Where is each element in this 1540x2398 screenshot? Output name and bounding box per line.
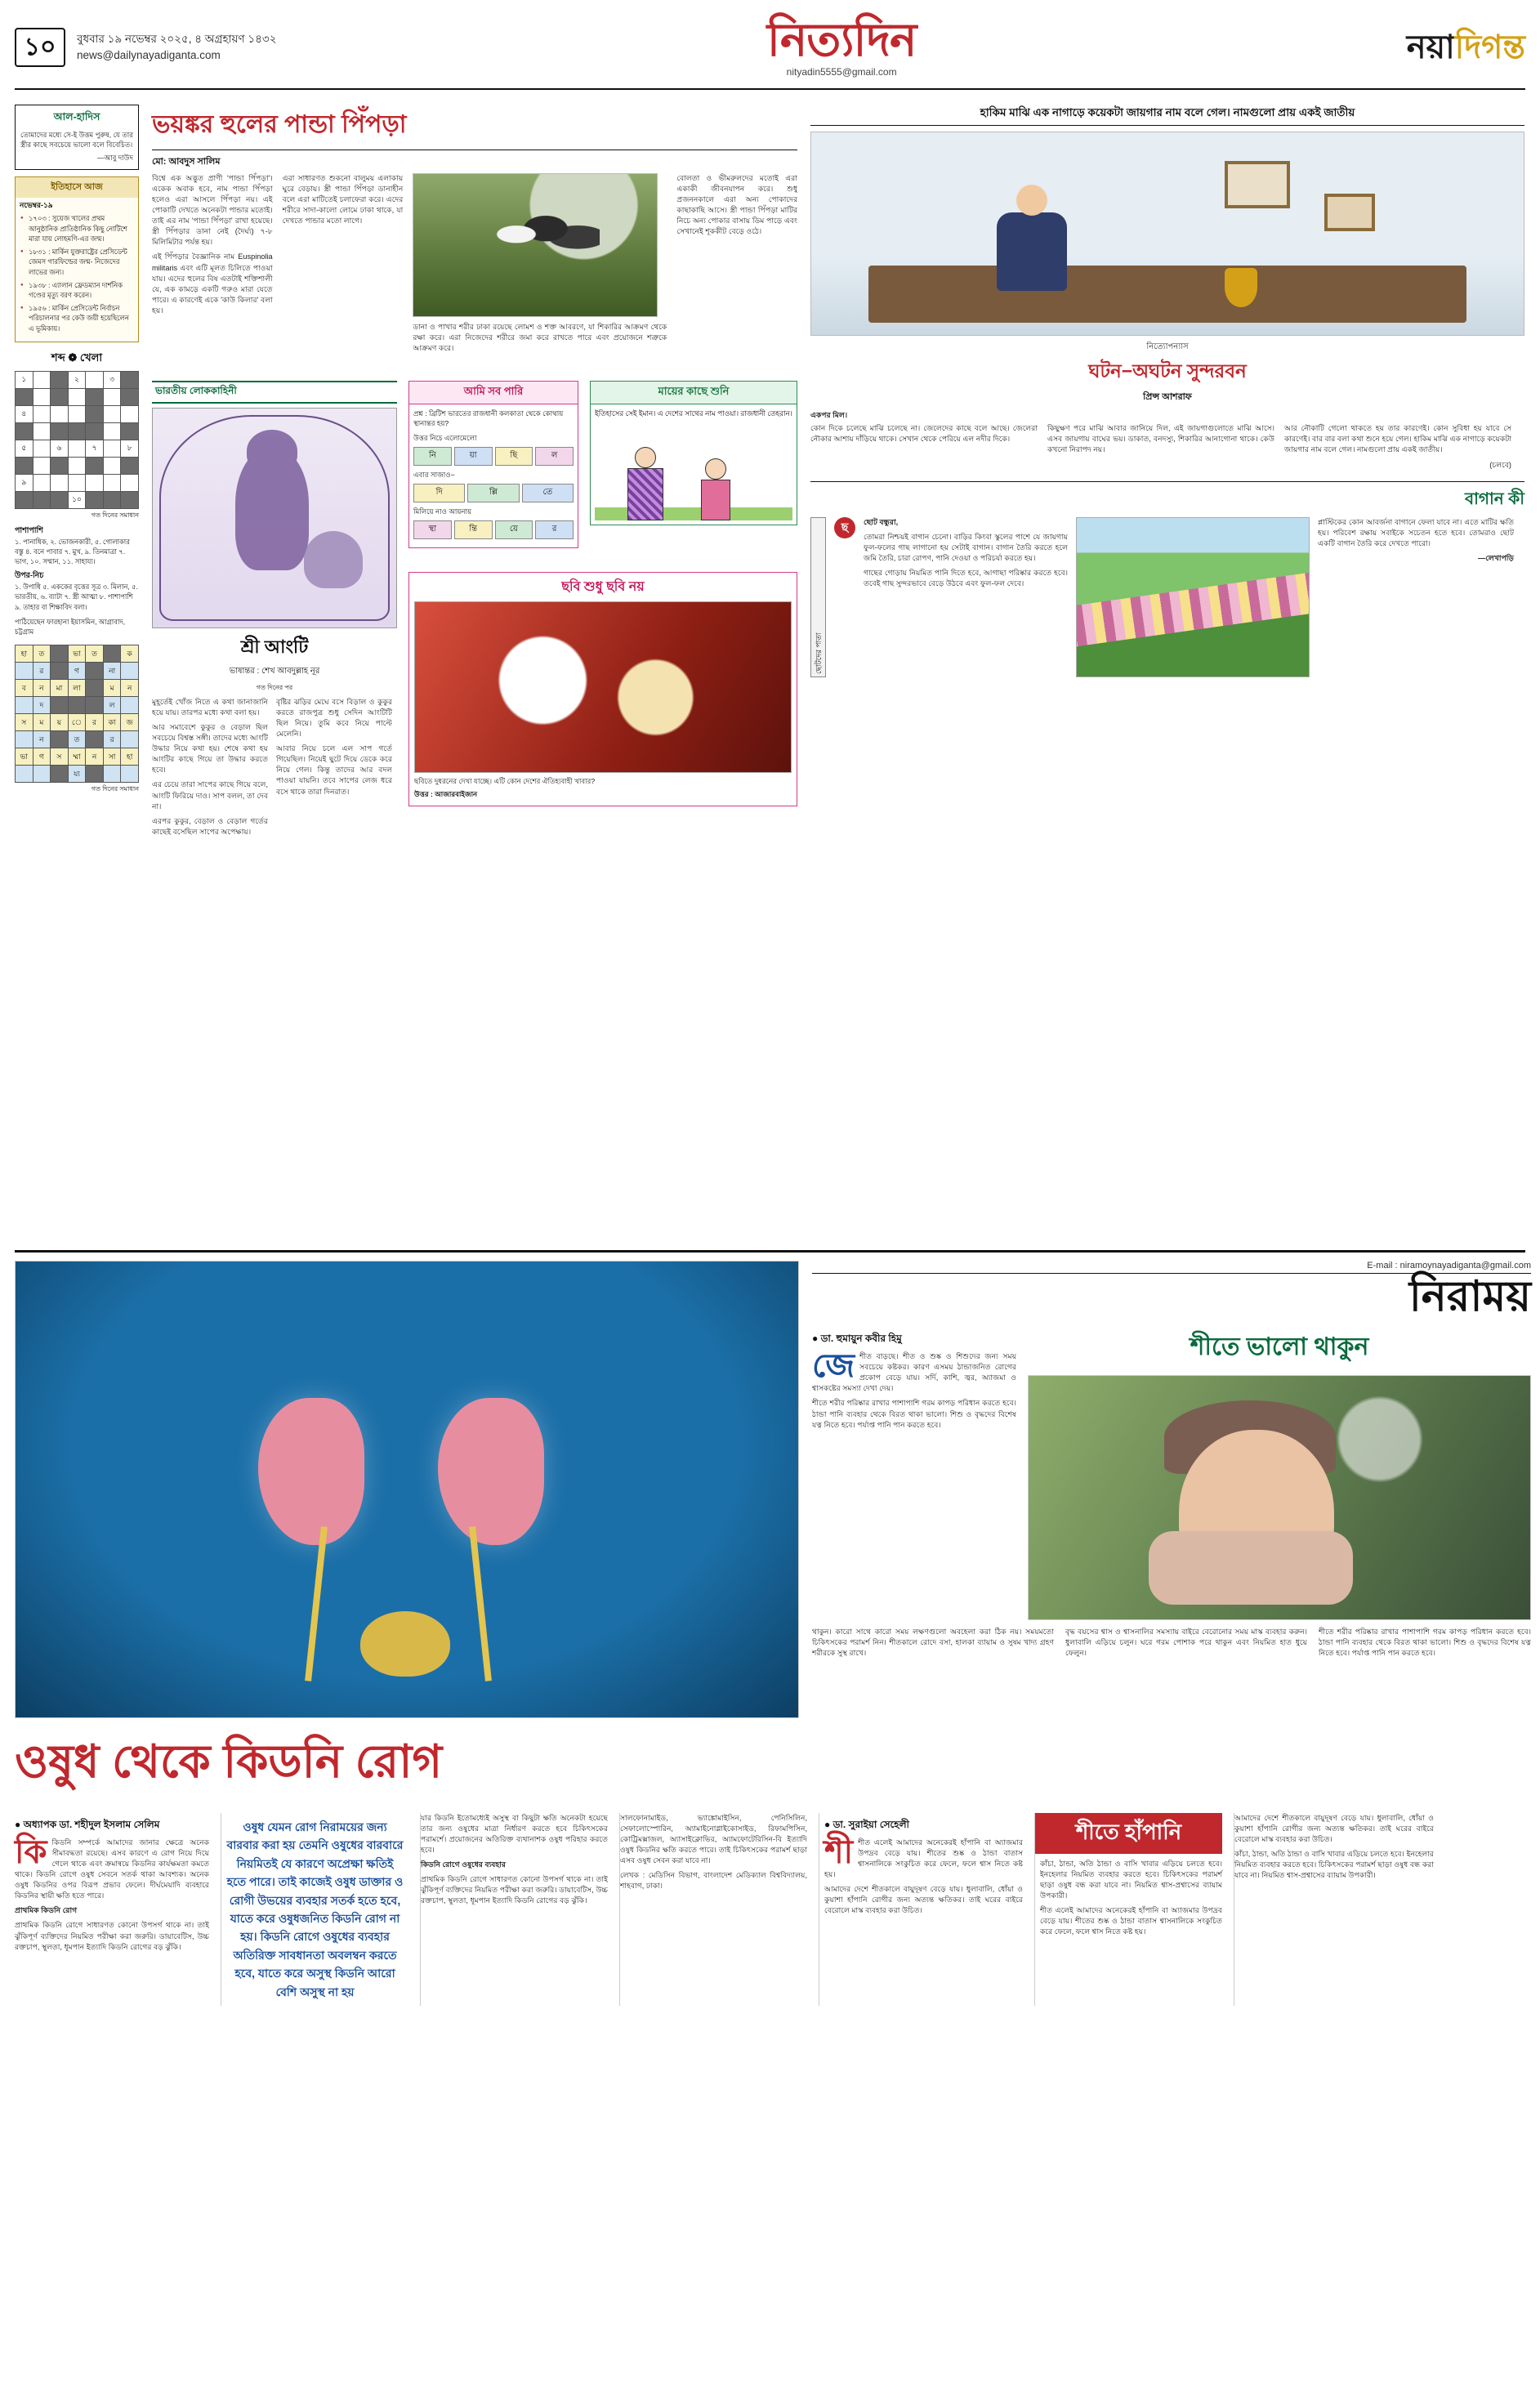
quiz-hint: উত্তর নিচে এলোমেলো — [413, 433, 477, 442]
kidney-article-author: ● অধ্যাপক ডা. শহীদুল ইসলাম সেলিম — [15, 1819, 160, 1830]
winter-dropcap: জে — [812, 1348, 855, 1385]
asthma-paragraph: শীত এলেই আমাদের অনেকেরই হাঁপানি বা অ্যাজমার উপদ্রব বেড়ে যায়। শীতের শুষ্ক ও ঠান্ডা বাতাস শ্বাসনালিকে সংকুচিত করে ফেলে, ফলে শ্বাস নিতে কষ্ট হয়। — [1040, 1906, 1222, 1936]
garden-photo — [1076, 517, 1310, 677]
folk-tale-section — [152, 381, 397, 842]
food-photo — [414, 601, 792, 773]
kidney-subhead: প্রাথমিক কিডনি রোগ — [15, 1906, 78, 1915]
right-ureter — [469, 1526, 492, 1681]
photo-quiz-answer: উত্তর : আজারবাইজান — [414, 790, 478, 799]
photo-quiz-title: ছবি শুধু ছবি নয় — [561, 580, 645, 594]
left-rail — [15, 105, 139, 798]
quiz-tiles-row-1[interactable] — [413, 447, 574, 466]
panda-ant-photo — [413, 173, 658, 317]
kidney-paragraph: প্রাথমিক কিডনি রোগে সাধারণত কোনো উপসর্গ থাকে না। তাই ঝুঁকিপূর্ণ ব্যক্তিদের নিয়মিত পরীক্ষা করা জরুরি। ডায়াবেটিস, উচ্চ রক্তচাপ, স্থূলতা, ধূমপান ইত্যাদি কিডনি রোগের বড় ঝুঁকি। — [421, 1875, 608, 1905]
wall-picture-frame-1 — [1225, 161, 1290, 208]
history-item: ● ১৯৫৬ : মার্কিন প্রেসিডেন্ট নির্বাচন পরিচালনার পর কেউ জয়ী হয়েছিলেন এ ভূমিকায়। — [20, 303, 133, 334]
mothers-story-title: মায়ের কাছে শুনি — [591, 382, 797, 404]
quiz-tile[interactable]: ল — [535, 447, 574, 466]
ant-paragraph: বোলতা ও ভীমরুলদের মতোই এরা একাকী জীবনযাপন করে। শুধু প্রজননকালে এরা অন্য পোকাদের কাছাকাছি আসে। স্ত্রী পান্ডা পিঁপড়া মাটির নিচে অন্য পোকার বাসায় ডিম পাড়ে এবং সেখানেই শূককীট বেড়ে ওঠে। — [676, 174, 798, 236]
winter-paragraph: থাকুন। কারো সাথে কারো সময় লক্ষণগুলো অবহেলা করা ঠিক নয়। সময়মতো চিকিৎসকের পরামর্শ নিন। শীতকালে রোদে বসা, হালকা ব্যায়াম ও সুষম খাদ্য গ্রহণ শরীরকে সুস্থ রাখে। — [812, 1628, 1054, 1658]
asthma-paragraph: শীত এলেই আমাদের অনেকেরই হাঁপানি বা অ্যাজমার উপদ্রব বেড়ে যায়। শীতের শুষ্ক ও ঠান্ডা বাতাস শ্বাসনালিকে সংকুচিত করে ফেলে, ফলে শ্বাস নিতে কষ্ট হয়। — [824, 1838, 1023, 1879]
hakim-quote-headline: হাকিম মাঝি এক নাগাড়ে কয়েকটা জায়গার নাম বলে গেল। নামগুলো প্রায় একই জাতীয় — [810, 105, 1524, 126]
cat-and-dog-illustration — [152, 408, 397, 628]
winter-paragraph: শীতে শরীর পরিষ্কার রাখার পাশাপাশি গরম কাপড় পরিধান করতে হবে। ঠান্ডা পানি ব্যবহার থেকে বিরত থাকা ভালো। শিশু ও বৃদ্ধদের বিশেষ যত্ন নিতে হবে। পর্যাপ্ত পানি পান করতে হবে। — [812, 1399, 1016, 1429]
ant-paragraph: এই পিঁপড়ার বৈজ্ঞানিক নাম Euspinolia militaris এবং এটি মূলত চিলিতে পাওয়া যায়। এদের হুলের বিষ এতটাই শক্তিশালী যে, এক কামড়ে একটি গরুও মারা যেতে পারে। এ কারণেই একে 'কাউ কিলার' বলা হয়। — [152, 252, 273, 315]
kidney-subhead: কিডনি রোগে ওষুধের ব্যবহার — [421, 1860, 506, 1869]
winter-article-headline: শীতে ভালো থাকুন — [1190, 1333, 1369, 1361]
child-figure-1 — [627, 447, 663, 520]
asthma-article-author: ● ডা. সুরাইয়া সেহেলী — [824, 1819, 909, 1830]
woman-with-tissue-photo — [1028, 1375, 1531, 1620]
niramoy-health-section — [15, 1250, 1531, 2006]
history-item: ● ১৭০৩ : সুয়েজ খালের প্রথম আনুষ্ঠানিক প্রাতিষ্ঠানিক কিছু নোটিশে মারা যায় লোহমণি-এর জন্ম। — [20, 213, 133, 244]
seated-man-figure — [997, 212, 1067, 291]
mothers-story-body: ইতিহাসের সেই ইমান। এ দেশের সাথের নাম পাওয়া। রাজধানী তেহরান। — [595, 409, 792, 418]
hadith-body: তোমাদের মধ্যে সে-ই উত্তম পুরুষ, যে তার স্ত্রীর কাছে সবচেয়ে ভালো বলে বিবেচিত। — [20, 131, 134, 150]
photo-quiz-caption: ছবিতে দুধরনের দেখা যাচ্ছে। এটি কোন দেশের ঐতিহ্যবাহী খাবার? — [414, 777, 596, 785]
masthead — [15, 11, 1525, 90]
folk-tale-continued-from: গত দিনের পর — [256, 684, 293, 691]
kidney-paragraph: যার কিডনি ইতোমধ্যেই অসুস্থ বা কিছুটা ক্ষতি অনেকটা হয়েছে তার জন্য ওষুধের মাত্রা নির্ধারণ করতে হবে চিকিৎসকের পরামর্শে। প্রয়োজনের অতিরিক্ত ব্যথানাশক ওষুধ পরিহার করতে হবে। — [421, 1814, 608, 1855]
kidney-paragraph: প্রাথমিক কিডনি রোগে সাধারণত কোনো উপসর্গ থাকে না। তাই ঝুঁকিপূর্ণ ব্যক্তিদের নিয়মিত পরীক্ষা করা জরুরি। ডায়াবেটিস, উচ্চ রক্তচাপ, স্থূলতা, ধূমপান ইত্যাদি কিডনি রোগের বড় ঝুঁকি। — [15, 1921, 209, 1951]
shield-icon — [1225, 268, 1257, 307]
quiz-tile[interactable]: তে — [522, 484, 574, 502]
bagan-paragraph: গাছের গোড়ায় নিয়মিত পানি দিতে হবে, আগাছা পরিষ্কার করতে হবে। তবেই গাছ সুন্দরভাবে বেড়ে উঠবে এবং ফুল-ফল দেবে। — [864, 568, 1068, 587]
quiz-rearrange-label: এবার সাজাও− — [413, 470, 455, 479]
today-in-history-date: নভেম্বর-১৯ — [20, 200, 53, 209]
scarf — [1149, 1531, 1353, 1605]
clues-across-title: পাশাপাশি — [15, 525, 43, 534]
page-number: ১০ — [15, 28, 65, 67]
right-column — [810, 105, 1524, 677]
folk-paragraph: এর চেয়ে তারা সাপের কাছে গিয়ে বলে, আংটি ফিরিয়ে দাও। সাপ বলল, তা দেব না। — [152, 780, 268, 810]
mothers-story-box — [590, 381, 797, 525]
quiz-tile[interactable]: য়া — [454, 447, 493, 466]
crossword-grid-solution[interactable]: হা ত ভা ত ক র গ না ব ন মা লা ম ন দ ল স ম য় ে র কা জ ন ত র ভা গ স ম্মা ন সা হা য্য — [15, 645, 139, 783]
folk-tale-title: শ্রী আংটি — [240, 636, 309, 657]
ant-headline: ভয়ঙ্কর হুলের পান্ডা পিঁপড়া — [152, 105, 797, 150]
folk-paragraph: এরপর কুকুর, বেড়াল ও বেড়াল গর্তের কাছেই বসেছিল সাপের অপেক্ষায়। — [152, 816, 268, 836]
asthma-paragraph: আমাদের দেশে শীতকালে বায়ুদূষণ বেড়ে যায়। ধুলাবালি, ধোঁয়া ও কুয়াশা হাঁপানি রোগীর জন্য অত্যন্ত ক্ষতিকর। তাই ঘরের বাইরে বেরোলে মাস্ক ব্যবহার করা উচিত। — [824, 1885, 1023, 1915]
ant-paragraph: ডানা ও পাখার শরীর ঢাকা রয়েছে লোমশ ও শক্ত আবরণে, যা শিকারির আক্রমণ থেকে রক্ষা করে। এরা নিজেদের শরীরে জমা করে রাখতে পারে এবং প্রয়োজনে শত্রুকে আক্রমণ করে। — [413, 323, 667, 353]
quiz-tiles-row-2[interactable] — [413, 484, 574, 502]
today-in-history-list — [16, 213, 138, 342]
bagan-paragraph: তোমরা নিশ্চয়ই বাগান চেনো। বাড়ির কিংবা স্কুলের পাশে যে জায়গায় ফুল-ফলের গাছ লাগানো হয় সেটাই বাগান। বাগান তৈরি করতে হলে জমি তৈরি, চারা রোপণ, পানি দেওয়া ও পরিচর্যা করতে হয়। — [864, 532, 1068, 562]
brand-logo — [1407, 31, 1525, 64]
today-in-history-title: ইতিহাসে আজ — [16, 177, 138, 198]
niramoy-email: E-mail : niramoynayadiganta@gmail.com — [812, 1261, 1531, 1274]
winter-article-author: ● ডা. হুমায়ুন কবীর হিমু — [812, 1333, 902, 1345]
ant-byline: মো: আবদুস সালিম — [152, 157, 221, 167]
winter-paragraph: বৃদ্ধ বয়সের শ্বাস ও শ্বাসনালির সমস্যায় বাইরে বেরোনোর সময় মাস্ক ব্যবহার করুন। ধুলাবালি এড়িয়ে চলুন। ঘরে গরম পোশাক পরে থাকুন এবং নিয়মিত হাত ধুয়ে ফেলুন। — [1065, 1628, 1307, 1658]
ant-paragraph: এরা সাধারণত শুকনো বালুময় এলাকায় ঘুরে বেড়ায়। স্ত্রী পান্ডা পিঁপড়া ডানাহীন বলে এরা মাটিতেই চলাফেরা করে। এদের শরীরে সাদা-কালো লোমে ঢাকা থাকে, যা দেখতে পান্ডার মতো লাগে। — [282, 174, 404, 226]
right-kidney — [438, 1398, 544, 1545]
quiz-tile[interactable]: য়ে — [495, 520, 533, 539]
kidney-dropcap: কি — [15, 1834, 47, 1870]
section-logo-email: nityadin5555@gmail.com — [786, 66, 897, 78]
serial-novel-kicker: নিত্যোপন্যাস — [1146, 342, 1189, 352]
two-children-illustration — [595, 422, 792, 520]
serial-novel-section-label: একপর মিল। — [810, 411, 848, 420]
clues-across-text: ১. পানাধিক, ২. ভোজনকারী, ৫. গোলাকার বস্তু ৪. বনে পাবার ৭. মুখ, ৯. তিনমাত্রা ৭. ভাগ, ১০. সম্মান, ১১. সাহায্য। — [15, 537, 130, 565]
bagan-paragraph: প্লাস্টিকের কোন আবর্জনা বাগানে ফেলা যাবে না। এতে মাটির ক্ষতি হয়। পরিবেশ রক্ষায় সবাইকে সচেতন হতে হবে। তোমরাও ছোট একটি বাগান তৈরি করে দেখতে পারো। — [1318, 517, 1514, 547]
crossword-solution-note: গত দিনের সমাধান — [91, 785, 139, 793]
hadith-box — [15, 105, 139, 170]
grass-ground — [595, 507, 792, 520]
asthma-dropcap: শী — [824, 1834, 854, 1870]
hadith-title: আল-হাদিস — [53, 111, 100, 123]
office-illustration — [810, 132, 1524, 336]
asthma-paragraph: আমাদের দেশে শীতকালে বায়ুদূষণ বেড়ে যায়। ধুলাবালি, ধোঁয়া ও কুয়াশা হাঁপানি রোগীর জন্য অত্যন্ত ক্ষতিকর। তাই ঘরের বাইরে বেরোলে মাস্ক ব্যবহার করা উচিত। — [1234, 1814, 1434, 1844]
kidney-article-headline: ওষুধ থেকে কিডনি রোগ — [15, 1735, 443, 1787]
child-head — [635, 447, 656, 468]
novel-paragraph: কিছুক্ষণ পরে মাঝি আবার জানিয়ে দিল, এই জায়গাগুলোতে মাঝি আসে। এসব জায়গায় বাঘের ভয়। ডাকাত, বনদস্যু, শিকারির আনাগোনা থাকে। কেউ কখনো নিরাপদ নয়। — [1047, 424, 1274, 454]
bagan-credit: —লেখাপড়ি — [1478, 553, 1514, 562]
photo-quiz-box — [408, 572, 797, 806]
asthma-paragraph: কাঁচা, ঠান্ডা, অতি ঠান্ডা ও বাসি খাবার এড়িয়ে চলতে হবে। ইনহেলার নিয়মিত ব্যবহার করতে হবে। চিকিৎসকের পরামর্শ ছাড়া ওষুধ বন্ধ করা যাবে না। নিয়মিত শ্বাস-প্রশ্বাসের ব্যায়াম উপকারী। — [1234, 1850, 1434, 1880]
wall-picture-frame-2 — [1324, 194, 1375, 231]
folk-paragraph: বৃষ্টির ঝড়ির মেঘে বসে বিড়াল ও কুকুর করতে রাজপুত্র শুধু সেদিন আংটিটি ছিল নিয়ে। তুমি কবে নিয়ে পাল্টে মেলেনি। — [276, 698, 392, 739]
quiz-tile[interactable]: ন্তি — [454, 520, 493, 539]
news-email: news@dailynayadiganta.com — [77, 49, 221, 61]
folk-tale-kicker: ভারতীয় লোককাহিনী — [152, 381, 397, 404]
quiz-tile[interactable]: নি — [413, 447, 452, 466]
asthma-article-headline: শীতে হাঁপানি — [1035, 1813, 1222, 1854]
folk-paragraph: আর সমাবেশে কুকুর ও বেড়াল ছিল সবচেয়ে বিশ্বস্ত সঙ্গী। তাদের মধ্যে আংটি উদ্ধার নিয়ে কথা হয়। শেষে কথা হয় আংটির কাছে গিয়ে তা উদ্ধার করতে হবে। — [152, 723, 268, 775]
novel-continued: (চলবে) — [1489, 460, 1511, 469]
crossword-grid-empty[interactable]: ১ ২ ৩ ৪ ৫ ৬ ৭ ৮ ৯ ১০ — [15, 371, 139, 509]
folk-tale-translator: ভাষান্তর : শেখ আবদুল্লাহ নূর — [229, 667, 320, 676]
left-ureter — [305, 1526, 328, 1681]
quiz-box-ami-sob-pari — [408, 381, 578, 548]
dog-figure — [304, 531, 363, 588]
ant-article — [152, 105, 797, 358]
kidney-pullquote: ওষুধ যেমন রোগ নিরাময়ের জন্য বারবার করা হয় তেমনি ওষুধের বারবারে নিয়মিতই যে কারণে অপ্রেক্ষা ক্ষতিই হতে পারে। তাই কাজেই ওষুধ ডাক্তার ও রোগী উভয়ের ব্যবহার সতর্ক হতে হবে, যাতে করে ওষুধজনিত কিডনি রোগ না হয়। কিডনি রোগে ওষুধের ব্যবহার অতিরিক্ত সাবধানতা অবলম্বন করতে হবে, যাতে করে অসুস্থ কিডনি আরো বেশি অসুস্থ না হয় — [226, 1820, 404, 1998]
history-item: ● ১৮৩১ : মার্কিন যুক্তরাষ্ট্রের প্রেসিডেন্ট জেমস গারফিল্ডের জন্ম- নিজেদের লাভের জন্য। — [20, 247, 133, 278]
quiz-mirror-label: মিলিয়ে নাও আয়নায় — [413, 507, 472, 516]
child-head — [705, 458, 726, 480]
quiz-tile[interactable]: র — [535, 520, 574, 539]
winter-paragraph: শীতে শরীর পরিষ্কার রাখার পাশাপাশি গরম কাপড় পরিধান করতে হবে। ঠান্ডা পানি ব্যবহার থেকে বিরত থাকা ভালো। শিশু ও বৃদ্ধদের বিশেষ যত্ন নিতে হবে। পর্যাপ্ত পানি পান করতে হবে। — [1319, 1628, 1531, 1658]
child-body — [701, 480, 730, 520]
quiz-title: আমি সব পারি — [409, 382, 578, 404]
today-in-history-box — [15, 176, 139, 342]
asthma-paragraph: কাঁচা, ঠান্ডা, অতি ঠান্ডা ও বাসি খাবার এড়িয়ে চলতে হবে। ইনহেলার নিয়মিত ব্যবহার করতে হবে। চিকিৎসকের পরামর্শ ছাড়া ওষুধ বন্ধ করা যাবে না। নিয়মিত শ্বাস-প্রশ্বাসের ব্যায়াম উপকারী। — [1040, 1860, 1222, 1900]
crossword-prev-solution-note: গত দিনের সমাধান — [91, 511, 139, 519]
publication-date: বুধবার ১৯ নভেম্বর ২০২৫, ৪ অগ্রহায়ণ ১৪৩২ — [77, 32, 277, 45]
date-block — [77, 31, 277, 65]
winter-paragraph: শীত বাড়ছে। শীত ও শুষ্ক ও শিশুদের জন্য সময় সবচেয়ে কষ্টকর। কারণ এসময় ঠান্ডাজনিত রোগের প্রকোপ বেড়ে যায়। সর্দি, কাশি, জ্বর, অ্যাজমা ও শ্বাসকষ্টের সমস্যা দেখা দেয়। — [812, 1352, 1016, 1393]
serial-novel-author: প্রিন্স আশরাফ — [1143, 392, 1192, 403]
quiz-tile[interactable]: ল্লি — [467, 484, 519, 502]
bagan-greeting: ছোট বন্ধুরা, — [864, 517, 899, 526]
kidney-contact-note: লেখক : মেডিসিন বিভাগ, বাংলাদেশ মেডিক্যাল বিশ্ববিদ্যালয়, শাহবাগ, ঢাকা। — [620, 1871, 807, 1891]
brand-right: দিগন্ত — [1454, 29, 1525, 65]
brand-left: নয়া — [1406, 29, 1455, 65]
clues-down-title: উপর-নিচ — [15, 570, 44, 580]
novel-paragraph: আর নৌকাটি গেলো থাকতে হয় তার কারণেই। কোন সুবিধা হয় যাবে সে কারণেই। বার বার বলা কথা শুনে হয়ে গেল। হাকিম মাঝি এক নাগাড়ে কয়েকটা জায়গার নাম বলে গেল। নামগুলো প্রায় একই জাতীয়। — [1284, 424, 1511, 454]
office-desk — [868, 266, 1467, 323]
ant-paragraph: বিশ্বে এক অদ্ভুত প্রাণী 'পান্ডা পিঁপড়া'। একেক অবাক হবে, নাম পান্ডা পিঁপড়া হলেও এরা আসলে পিঁপড়া নয়। এই পোকাটি দেখতে অনেকটা পান্ডার মতোই। তাই এর নাম 'পান্ডা পিঁপড়া' রাখা হয়েছে। স্ত্রী পিঁপড়ার ডানা নেই (দৈর্ঘ্য) ৭-৮ মিলিমিটার পর্যন্ত হয়। — [152, 174, 273, 247]
quiz-tiles-row-3[interactable] — [413, 520, 574, 539]
quiz-tile[interactable]: ছি — [495, 447, 533, 466]
novel-paragraph: কোন দিকে চলেছে মাঝি চলেছে না। জেলেদের কাছে বলে আছে। জেলেরা নৌকার আশায় দাঁড়িয়ে থাকে। সেখান থেকে পেরিয়ে এল নদীর দিকে। — [810, 424, 1038, 444]
folk-paragraph: মুহূর্তেই খোঁজ নিতে এ কথা জানাজানি হয়ে যায়। তারপর মধ্যে কথা বলা হয়। — [152, 698, 268, 717]
left-kidney — [258, 1398, 364, 1545]
bladder — [360, 1611, 450, 1677]
kidney-paragraph: সালফোনামাইড, ভ্যাঙ্কোমাইসিন, পেনিসিলিন, সেফালোস্পোরিন, অ্যামাইনোগ্লাইকোসাইড, রিফামপিসিন, কোট্রিমক্সাজল, অ্যাসাইক্লোভির, অ্যামফোটেরিসিন-বি ইত্যাদি ওষুধ কিডনির ক্ষতি করতে পারে। তাই চিকিৎসকের পরামর্শ ছাড়া এসব ওষুধ সেবন করা যাবে না। — [620, 1814, 807, 1865]
history-item: ● ১৯৩৮ : এ্যালান ফ্রেডম্যান দার্শনিক গণ্ডের মৃত্যু বরণ করেন। — [20, 280, 133, 301]
quiz-question: প্রশ্ন : ব্রিটিশ ভারতের রাজধানী কলকাতা থেকে কোথায় স্থানান্তর হয়? — [413, 409, 564, 428]
folk-paragraph: আবার নিয়ে চলে এল সাপ গর্তে গিয়েছিল। নিয়েই ছুটে দিয়ে ডেকে করে নিয়ে গেল। কিন্তু তাদের আর বদল পাওয়া যায়নি। তবে সাপের লেজ ধরে বসে থাকে তারা দিনরাত। — [276, 744, 392, 796]
cat-figure — [235, 448, 309, 570]
child-body — [627, 468, 663, 520]
section-logo-text: নিত্যদিন — [766, 14, 917, 65]
niramoy-logo: নিরাময় — [1408, 1273, 1531, 1320]
crossword-title: শব্দ ❁ খেলা — [51, 351, 103, 364]
serial-novel-title: ঘটন−অঘটন সুন্দরবন — [1088, 360, 1247, 382]
hadith-source: —আবু দাউদ — [96, 153, 133, 162]
child-figure-2 — [701, 458, 730, 520]
crossword-credit: পাঠিয়েছেন ফারহানা ইয়াসমিন, আগ্রাবাদ, চট্টগ্রাম — [15, 617, 126, 636]
bagan-section — [810, 481, 1524, 677]
bagan-title: বাগান কী — [1464, 489, 1524, 508]
quiz-tile[interactable]: স্থা — [413, 520, 452, 539]
section-logo — [277, 14, 1407, 78]
kidney-anatomy-illustration — [15, 1261, 799, 1718]
vertical-section-tag: ছোটদের পাতা — [810, 517, 826, 677]
quiz-tile[interactable]: দি — [413, 484, 465, 502]
bullet-badge-icon: ছ — [834, 517, 855, 538]
section-divider — [15, 1250, 1525, 1253]
kidney-paragraph: কিডনি সম্পর্কে আমাদের জানার ক্ষেত্রে অনেক সীমাবদ্ধতা রয়েছে। এসব কারণে এ রোগ নিয়ে দিয়ে গেলে থাকে এবং ক্রমান্বয়ে কিডনির কার্যক্ষমতা কমতে থাকে। কিডনি রোগে ওষুধ সেবনে সতর্ক থাকা আবশ্যক। অনেক ওষুধ কিডনির ওপর বিরূপ প্রভাব ফেলে। দীর্ঘমেয়াদি ব্যবহারে কিডনির স্থায়ী ক্ষতি হতে পারে। — [15, 1838, 209, 1900]
clues-down-text: ১. উপাধি ৫. এককের বৃত্তের সূত্র ৩. মিলান, ৫. ভারতীয়, ৬. ব্যাটা ৭. স্ত্রী আত্মা ৮. পাশাপাশি ৯. তাহার বা শিক্ষাবিদ বলা। — [15, 583, 138, 611]
